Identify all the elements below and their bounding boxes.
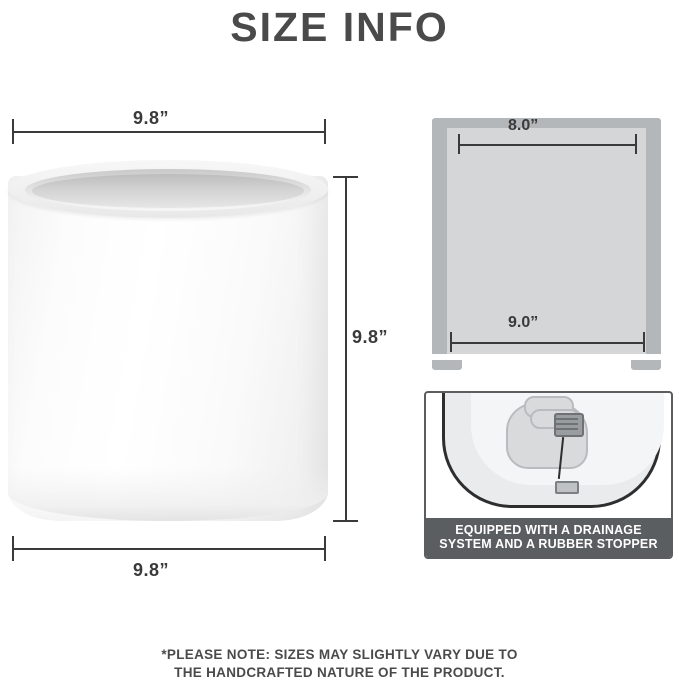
drainage-caption-line2: SYSTEM AND A RUBBER STOPPER — [439, 537, 658, 551]
planter-bottom-right-mask — [275, 487, 329, 521]
inner-bottom-width-dimension-line — [450, 342, 644, 344]
inner-top-width-label: 8.0” — [508, 117, 539, 134]
inner-top-width-tick-right — [635, 134, 637, 154]
rubber-stopper-icon — [554, 413, 584, 437]
cross-section-foot-right — [631, 360, 661, 370]
height-label: 9.8” — [352, 327, 389, 347]
inner-bottom-width-tick-left — [450, 332, 452, 352]
footer-note-line2: THE HANDCRAFTED NATURE OF THE PRODUCT. — [174, 665, 505, 680]
top-width-dimension-line — [12, 131, 325, 133]
planter-body — [8, 176, 328, 521]
drainage-hole-plug — [555, 481, 579, 494]
stopper-ridge-2 — [556, 423, 578, 425]
height-tick-top — [333, 176, 358, 178]
drainage-feature-callout — [424, 391, 673, 559]
cross-section-diagram — [424, 118, 669, 362]
stopper-ridge-1 — [556, 418, 578, 420]
bottom-width-tick-right — [324, 536, 326, 561]
cross-section-base-notch — [432, 360, 661, 370]
page-title: SIZE INFO — [230, 4, 449, 50]
stopper-ridge-3 — [556, 428, 578, 430]
footer-note-line1: *PLEASE NOTE: SIZES MAY SLIGHTLY VARY DUE TO — [161, 647, 518, 662]
footer-note — [0, 646, 679, 682]
drainage-caption — [426, 518, 671, 557]
bottom-width-tick-left — [12, 536, 14, 561]
inner-bottom-width-label: 9.0” — [508, 314, 539, 331]
planter-interior — [32, 174, 304, 208]
top-width-tick-left — [12, 119, 14, 144]
drainage-caption-line1: EQUIPPED WITH A DRAINAGE — [455, 523, 642, 537]
top-width-tick-right — [324, 119, 326, 144]
cross-section-foot-left — [432, 360, 462, 370]
top-width-label: 9.8” — [133, 108, 170, 128]
inner-top-width-tick-left — [458, 134, 460, 154]
height-tick-bottom — [333, 520, 358, 522]
inner-top-width-dimension-line — [458, 144, 636, 146]
planter-bottom-left-mask — [7, 487, 61, 521]
height-dimension-line — [345, 176, 347, 521]
bottom-width-dimension-line — [12, 548, 325, 550]
product-photo-cylindrical-planter — [8, 160, 328, 535]
bottom-width-label: 9.8” — [133, 560, 170, 580]
cross-section-interior — [447, 128, 646, 354]
inner-bottom-width-tick-right — [643, 332, 645, 352]
